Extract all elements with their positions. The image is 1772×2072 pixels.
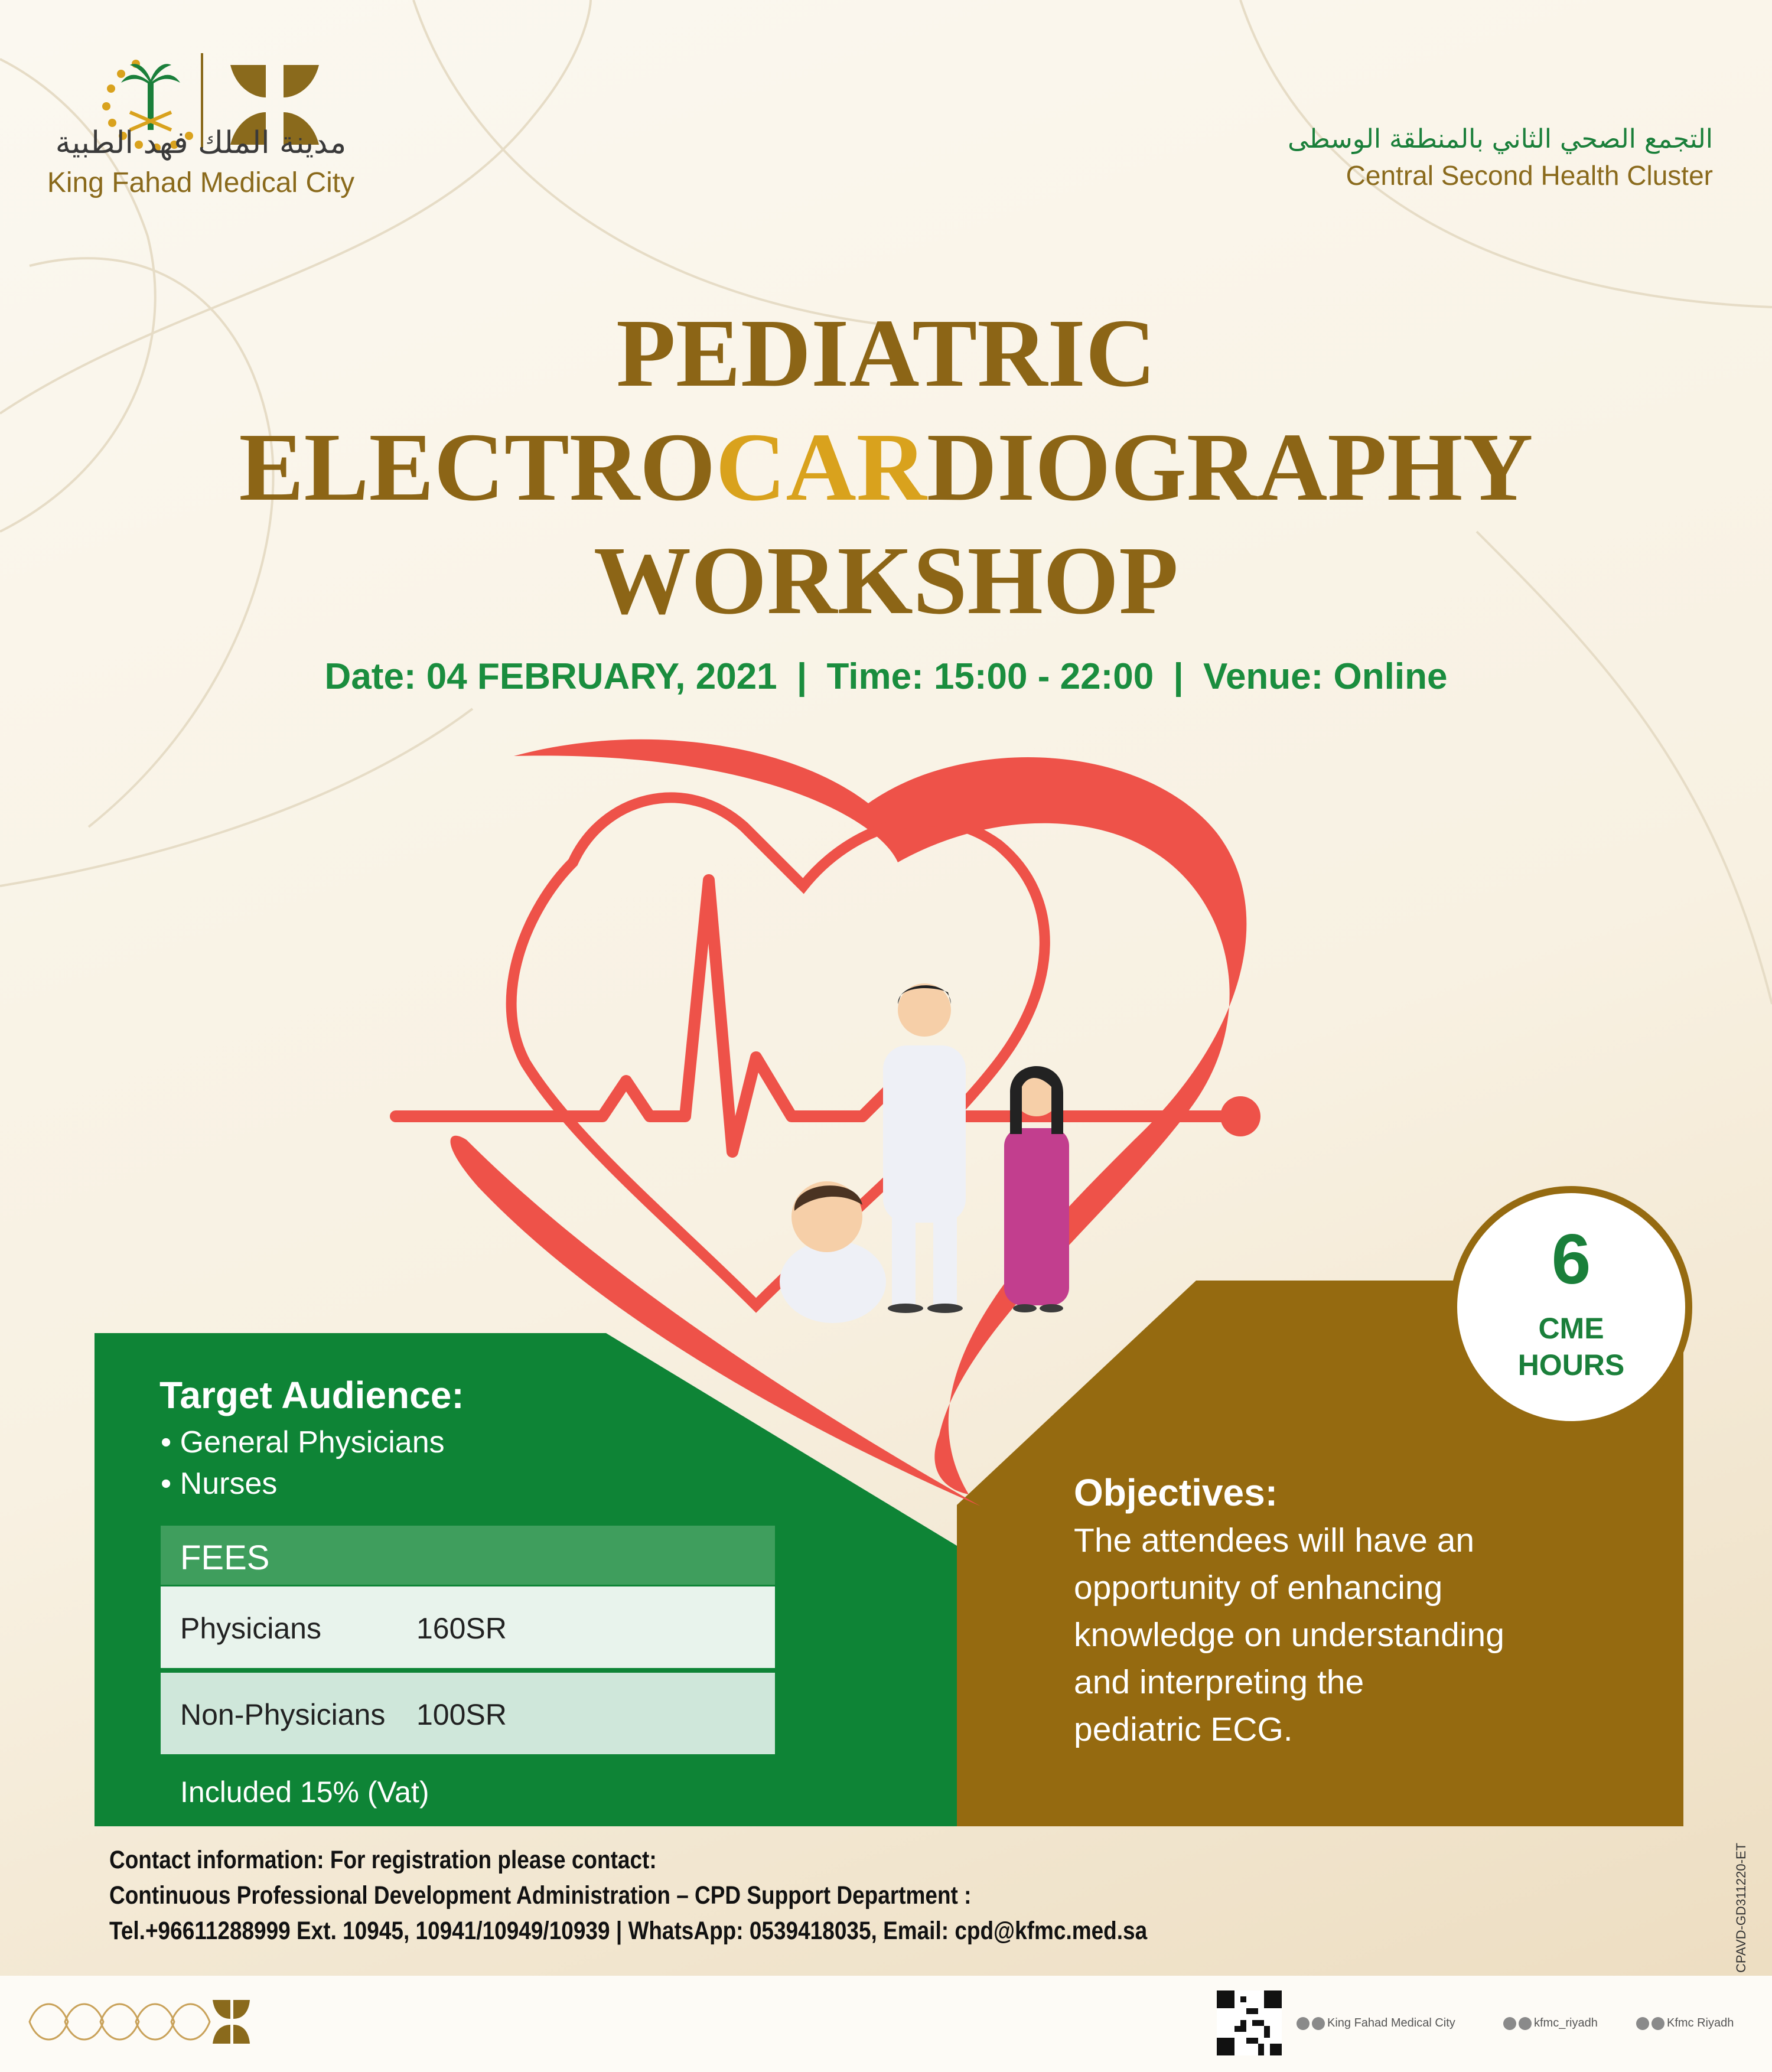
event-date: Date: 04 FEBRUARY, 2021 — [324, 656, 777, 697]
globe-icon — [1297, 2017, 1310, 2030]
instagram-icon — [1312, 2017, 1325, 2030]
objectives-text-line: opportunity of enhancing — [1074, 1569, 1443, 1607]
cme-hours-label: HOURS — [1517, 1348, 1625, 1382]
title-line-2-part-a: ELECTRO — [239, 413, 716, 521]
fee-price: 160SR — [416, 1612, 507, 1645]
cme-number: 6 — [1551, 1220, 1591, 1299]
contact-line: Contact information: For registration please contact: — [109, 1846, 657, 1874]
event-info — [0, 656, 1772, 698]
audience-item: • General Physicians — [161, 1425, 445, 1459]
footer-pattern-icon — [27, 1995, 251, 2048]
social-label: kfmc_riyadh — [1534, 2016, 1598, 2029]
fee-label: Physicians — [180, 1612, 321, 1645]
social-link-website[interactable] — [1297, 2016, 1455, 2030]
objectives-title: Objectives: — [1074, 1471, 1278, 1514]
document-code: CPAVD-GD311220-ET — [1734, 1842, 1748, 1973]
youtube-icon — [1636, 2017, 1649, 2030]
cluster-english-name: Central Second Health Cluster — [1346, 160, 1713, 191]
event-separator: | — [1173, 656, 1184, 697]
cme-label: CME — [1538, 1312, 1604, 1345]
objectives-text-line: The attendees will have an — [1074, 1522, 1475, 1559]
vat-note: Included 15% (Vat) — [180, 1775, 429, 1809]
cluster-arabic-name: التجمع الصحي الثاني بالمنطقة الوسطى — [1288, 124, 1713, 154]
contact-line: Continuous Professional Development Administration – CPD Support Department : — [109, 1881, 972, 1910]
fees-title: FEES — [180, 1539, 270, 1577]
social-label: Kfmc Riyadh — [1667, 2016, 1734, 2029]
event-separator: | — [796, 656, 807, 697]
title-line-1: PEDIATRIC — [616, 299, 1156, 407]
contact-line: Tel.+96611288999 Ext. 10945, 10941/10949/10939 | WhatsApp: 0539418035, Email: cpd@kfmc.med.sa — [109, 1917, 1148, 1945]
kfmc-english-name: King Fahad Medical City — [47, 167, 355, 198]
target-audience-title: Target Audience: — [159, 1374, 464, 1416]
social-label: King Fahad Medical City — [1327, 2016, 1455, 2029]
objectives-text-line: knowledge on understanding — [1074, 1616, 1504, 1654]
heart-ecg-illustration — [378, 726, 1477, 1553]
objectives-text-line: pediatric ECG. — [1074, 1711, 1293, 1748]
event-time: Time: 15:00 - 22:00 — [826, 656, 1154, 697]
social-link-twitter[interactable] — [1503, 2016, 1598, 2030]
title-line-3: WORKSHOP — [593, 526, 1179, 634]
fee-label: Non-Physicians — [180, 1698, 386, 1731]
audience-item: • Nurses — [161, 1467, 278, 1501]
fee-price: 100SR — [416, 1698, 507, 1731]
snapchat-icon — [1519, 2017, 1532, 2030]
twitter-icon — [1503, 2017, 1516, 2030]
social-link-youtube[interactable] — [1636, 2016, 1734, 2030]
title-line-2-part-b: CAR — [715, 413, 927, 521]
cme-hours-badge — [1450, 1186, 1692, 1428]
title-line-2 — [0, 413, 1772, 521]
objectives-text-line: and interpreting the — [1074, 1663, 1364, 1701]
qr-code-icon[interactable] — [1217, 1990, 1282, 2055]
title-line-2-part-c: DIOGRAPHY — [926, 413, 1533, 521]
event-venue: Venue: Online — [1203, 656, 1448, 697]
facebook-icon — [1652, 2017, 1664, 2030]
kfmc-arabic-name: مدينة الملك فهد الطبية — [55, 125, 347, 161]
family-icon — [780, 983, 1069, 1323]
